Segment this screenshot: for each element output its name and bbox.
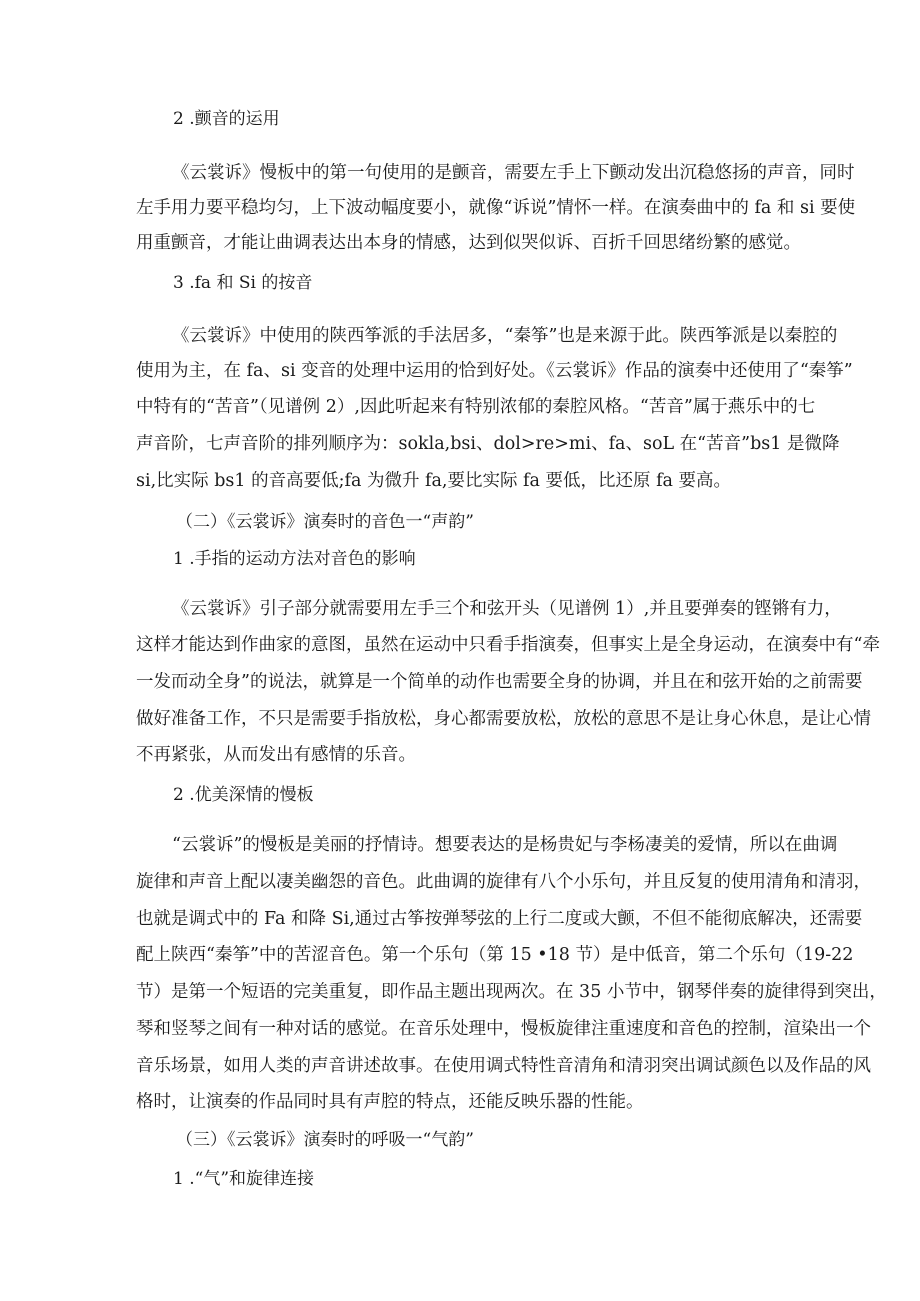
paragraph-line: 配上陕西“秦筝”中的苦涩音色。第一个乐句（第 15 •18 节）是中低音，第二个乐句（19-22 bbox=[136, 945, 854, 965]
paragraph-line: 《云裳诉》中使用的陕西筝派的手法居多，“秦筝”也是来源于此。陕西筝派是以秦腔的 bbox=[172, 326, 838, 346]
paragraph-line: 《云裳诉》慢板中的第一句使用的是颤音，需要左手上下颤动发出沉稳悠扬的声音，同时 bbox=[172, 163, 855, 183]
paragraph-line: 《云裳诉》引子部分就需要用左手三个和弦开头（见谱例 1）,并且要弹奏的铿锵有力， bbox=[172, 599, 842, 619]
paragraph-line: 也就是调式中的 Fa 和降 Si,通过古筝按弹琴弦的上行二度或大颤，不但不能彻底解决，还需要 bbox=[136, 909, 863, 929]
paragraph-line: 不再紧张，从而发出有感情的乐音。 bbox=[136, 745, 416, 765]
paragraph-line: “云裳诉”的慢板是美丽的抒情诗。想要表达的是杨贵妃与李杨凄美的爱情，所以在曲调 bbox=[172, 835, 838, 855]
paragraph-line: 中特有的“苦音”（见谱例 2）,因此听起来有特别浓郁的秦腔风格。“苦音”属于燕乐中的七 bbox=[136, 397, 816, 417]
heading-finger-movement: 1 .手指的运动方法对音色的影响 bbox=[173, 549, 416, 569]
heading-vibrato: 2 .颤音的运用 bbox=[173, 109, 280, 129]
heading-breath-melody: 1 .“气”和旋律连接 bbox=[173, 1169, 315, 1189]
paragraph-line: 这样才能达到作曲家的意图，虽然在运动中只看手指演奏，但事实上是全身运动，在演奏中有“牵 bbox=[136, 635, 880, 655]
paragraph-line: 格时，让演奏的作品同时具有声腔的特点，还能反映乐器的性能。 bbox=[136, 1092, 644, 1112]
paragraph-line: 一发而动全身”的说法，就算是一个简单的动作也需要全身的协调，并且在和弦开始的之前需要 bbox=[136, 672, 863, 692]
paragraph-line: 声音阶，七声音阶的排列顺序为：sokla,bsi、dol>re>mi、fa、soL 在“苦音”bs1 是微降 bbox=[136, 434, 840, 454]
paragraph-line: 使用为主，在 fa、si 变音的处理中运用的恰到好处。《云裳诉》作品的演奏中还使用了“秦筝” bbox=[136, 361, 853, 381]
section-heading-timbre: （二）《云裳诉》演奏时的音色一“声韵” bbox=[176, 512, 474, 532]
paragraph-line: 做好准备工作，不只是需要手指放松，身心都需要放松，放松的意思不是让身心休息，是让心情 bbox=[136, 709, 871, 729]
paragraph-line: 节）是第一个短语的完美重复，即作品主题出现两次。在 35 小节中，钢琴伴奏的旋律得到突出， bbox=[136, 982, 887, 1002]
heading-slow-section: 2 .优美深情的慢板 bbox=[173, 785, 314, 805]
paragraph-line: 旋律和声音上配以凄美幽怨的音色。此曲调的旋律有八个小乐句，并且反复的使用清角和清羽， bbox=[136, 872, 871, 892]
paragraph-line: 用重颤音，才能让曲调表达出本身的情感，达到似哭似诉、百折千回思绪纷繁的感觉。 bbox=[136, 233, 801, 253]
section-heading-breath: （三）《云裳诉》演奏时的呼吸一“气韵” bbox=[176, 1130, 474, 1150]
heading-fa-si-pressing: 3 .fa 和 Si 的按音 bbox=[173, 273, 313, 293]
paragraph-line: 琴和竖琴之间有一种对话的感觉。在音乐处理中，慢板旋律注重速度和音色的控制，渲染出一个 bbox=[136, 1019, 871, 1039]
paragraph-line: si,比实际 bs1 的音高要低;fa 为微升 fa,要比实际 fa 要低，比还原 fa 要高。 bbox=[136, 471, 732, 491]
paragraph-line: 音乐场景，如用人类的声音讲述故事。在使用调式特性音清角和清羽突出调试颜色以及作品的风 bbox=[136, 1056, 871, 1076]
paragraph-line: 左手用力要平稳均匀，上下波动幅度要小，就像“诉说”情怀一样。在演奏曲中的 fa 和 si 要使 bbox=[136, 198, 856, 218]
